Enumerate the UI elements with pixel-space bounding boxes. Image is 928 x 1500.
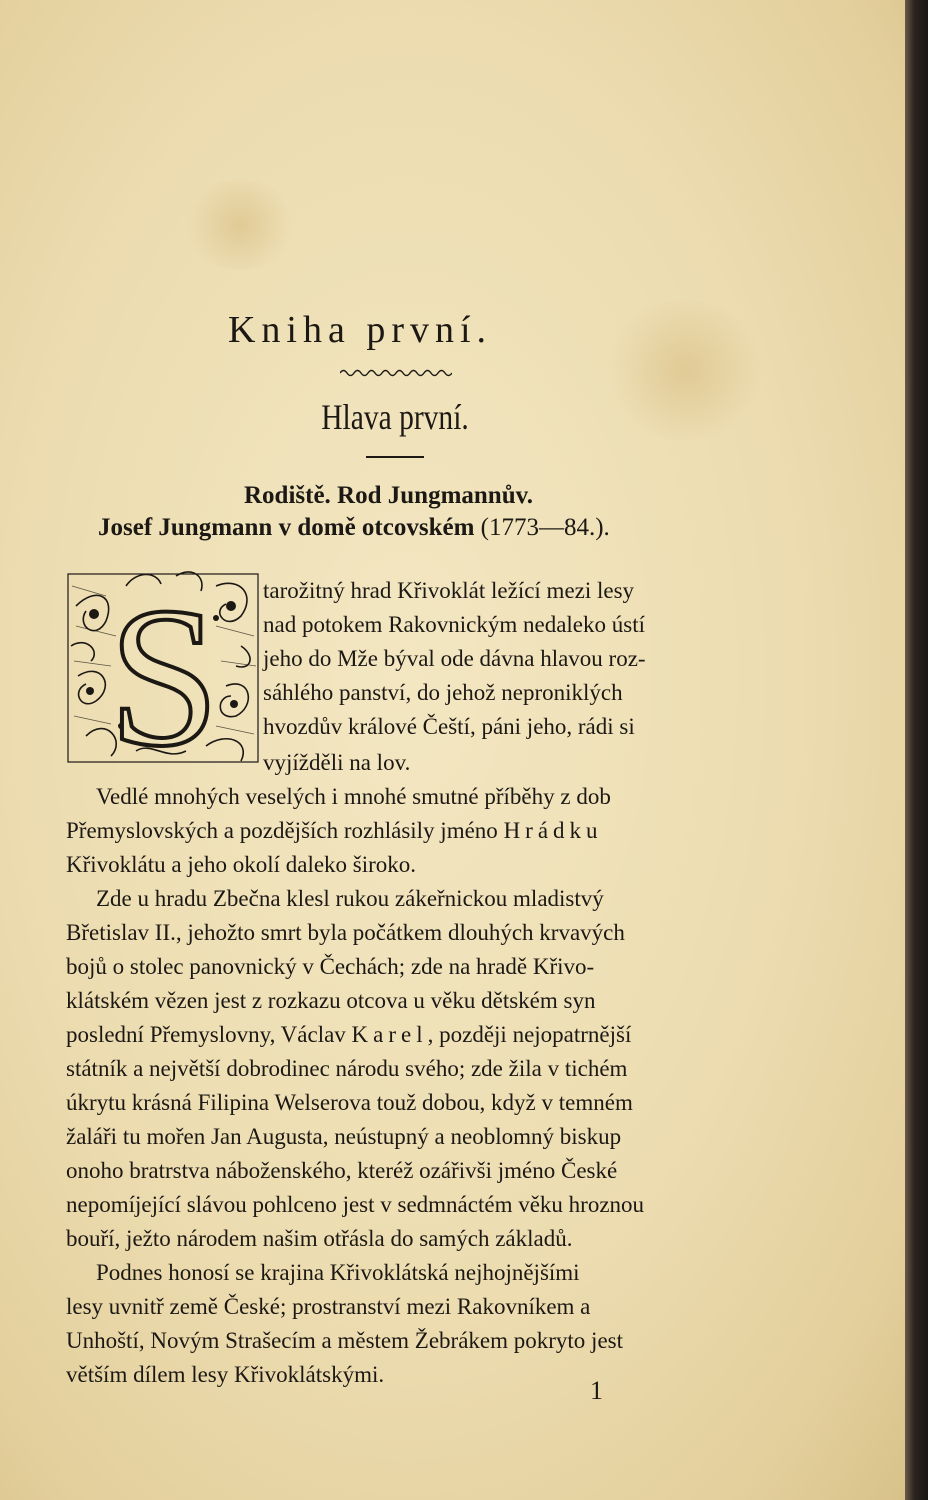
text-line: jeho do Mže býval ode dávna hlavou roz-	[263, 646, 646, 671]
text-segment: poslední Přemyslovny, Václav	[66, 1022, 346, 1047]
text-segment-spaced: Karel	[351, 1022, 428, 1047]
subtitle-years: (1773—84.).	[480, 514, 610, 541]
text-line	[66, 1022, 631, 1048]
text-line: klátském vězen jest z rozkazu otcova u věku dětském syn	[66, 988, 596, 1013]
book-title: Kniha první.	[227, 309, 493, 351]
text-line: Vedlé mnohých veselých i mnohé smutné příběhy z dob	[96, 784, 611, 809]
book-spine-edge	[905, 0, 928, 1500]
text-line: hvozdův králové Čeští, páni jeho, rádi si	[263, 714, 635, 739]
text-line: státník a největší dobrodinec národu svého; zde žila v tichém	[66, 1056, 628, 1081]
dropcap-letter: S	[108, 567, 220, 770]
text-line: nepomíjející slávou pohlceno jest v sedmnáctém věku hroznou	[66, 1192, 645, 1217]
page-number: 1	[590, 1376, 603, 1405]
chapter-title: Hlava první.	[321, 397, 469, 437]
text-line: vyjížděli na lov.	[263, 750, 411, 775]
text-line: Podnes honosí se krajina Křivoklátská nejhojnějšími	[96, 1260, 580, 1285]
text-line: nad potokem Rakovnickým nedaleko ústí	[263, 612, 645, 637]
subtitle-text: Josef Jungmann v domě otcovském	[98, 514, 475, 541]
text-line: onoho bratrstva náboženského, kteréž ozářivši jméno České	[66, 1158, 618, 1183]
text-line	[66, 818, 603, 844]
text-line: žaláři tu mořen Jan Augusta, neústupný a neoblomný biskup	[66, 1124, 622, 1149]
text-line: bojů o stolec panovnický v Čechách; zde na hradě Křivo-	[66, 954, 595, 979]
paper-stain	[180, 180, 300, 270]
text-line: Břetislav II., jehožto smrt byla počátkem dlouhých krvavých	[66, 920, 625, 945]
chapter-subtitle-line2	[98, 514, 610, 542]
text-line: lesy uvnitř země České; prostranství mezi Rakovníkem a	[66, 1294, 591, 1319]
text-line: sáhlého panství, do jehož neproniklých	[263, 680, 623, 705]
text-line: Unhoští, Novým Strašecím a městem Žebrákem pokryto jest	[66, 1328, 623, 1353]
divider-rule	[366, 456, 424, 458]
text-line: Zde u hradu Zbečna klesl rukou zákeřnickou mladistvý	[96, 886, 604, 911]
text-line: Křivoklátu a jeho okolí daleko široko.	[66, 852, 417, 877]
text-line: úkrytu krásná Filipina Welserova touž dobou, když v temném	[66, 1090, 633, 1115]
text-segment: , později nejopatrnější	[427, 1022, 632, 1047]
text-line: bouří, ježto národem našim otřásla do samých základů.	[66, 1226, 573, 1251]
wavy-ornament-divider	[340, 368, 452, 378]
text-line: tarožitný hrad Křivoklát ležící mezi lesy	[263, 578, 635, 603]
chapter-subtitle-line1: Rodiště. Rod Jungmannův.	[244, 482, 533, 509]
ornamental-initial-icon	[66, 566, 262, 770]
text-line: větším dílem lesy Křivoklátskými.	[66, 1362, 385, 1387]
text-segment: Přemyslovských a pozdějších rozhlásily jméno	[66, 818, 498, 843]
text-segment-spaced: Hrádku	[503, 818, 603, 843]
